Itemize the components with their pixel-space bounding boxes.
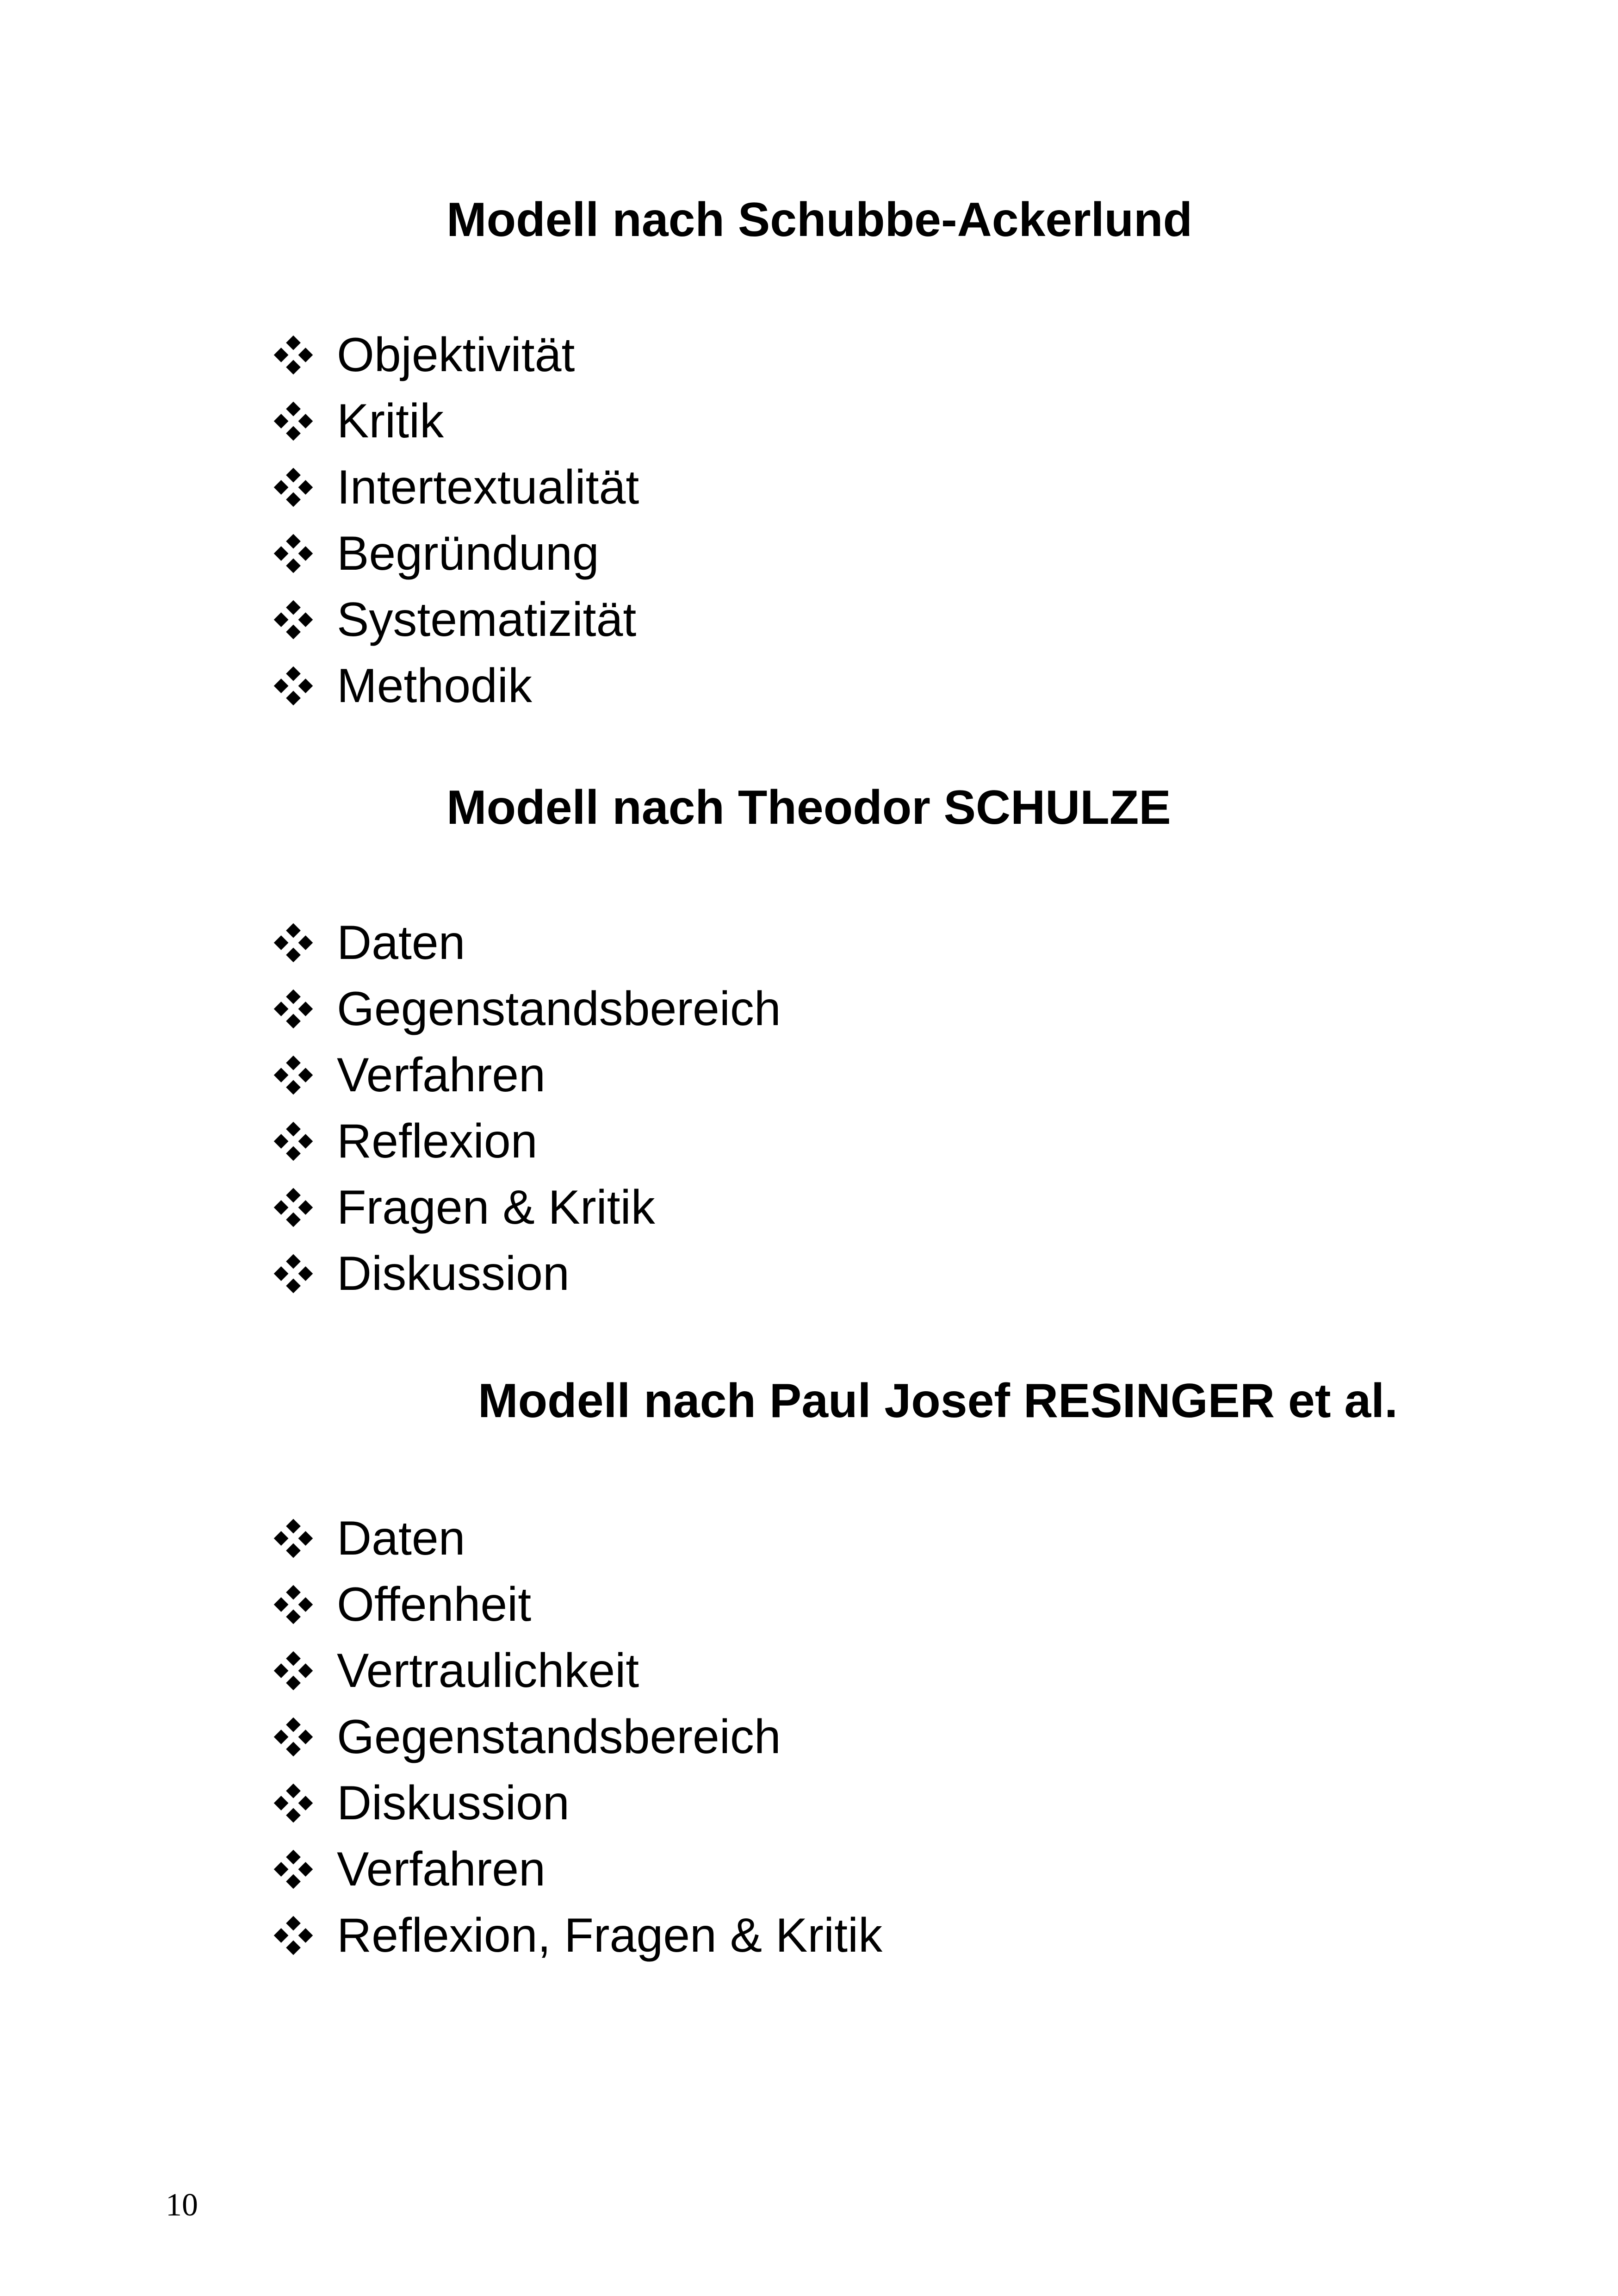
four-diamond-icon: [273, 467, 314, 508]
four-diamond-icon: [273, 1055, 314, 1095]
list-item: [273, 454, 639, 520]
list-item-text: Daten: [337, 1511, 465, 1565]
four-diamond-icon: [273, 666, 314, 706]
list-item-text: Methodik: [337, 659, 532, 713]
list-item: [273, 1770, 882, 1836]
list-item-text: Verfahren: [337, 1048, 546, 1102]
list-item: [273, 1836, 882, 1902]
list-item-text: Diskussion: [337, 1246, 570, 1300]
four-diamond-icon: [273, 1121, 314, 1162]
list-item-text: Verfahren: [337, 1842, 546, 1896]
list-item-text: Vertraulichkeit: [337, 1643, 639, 1698]
four-diamond-icon: [273, 335, 314, 375]
four-diamond-icon: [273, 1584, 314, 1625]
list-item-text: Fragen & Kritik: [337, 1180, 655, 1234]
list-item-text: Offenheit: [337, 1577, 532, 1631]
list-item: [273, 1505, 882, 1571]
list-item: [273, 1571, 882, 1637]
page-number: 10: [166, 2187, 198, 2223]
list-item-text: Reflexion: [337, 1114, 538, 1168]
list-item: [273, 653, 639, 719]
list-item: [273, 1042, 781, 1108]
bullet-list-resinger: [273, 1505, 882, 1968]
four-diamond-icon: [273, 401, 314, 442]
four-diamond-icon: [273, 1518, 314, 1559]
list-item-text: Reflexion, Fragen & Kritik: [337, 1908, 883, 1962]
list-item: [273, 520, 639, 586]
four-diamond-icon: [273, 533, 314, 574]
list-item: [273, 1902, 882, 1968]
four-diamond-icon: [273, 989, 314, 1029]
four-diamond-icon: [273, 1650, 314, 1691]
bullet-list-schubbe-ackerlund: [273, 322, 639, 719]
list-item: [273, 1637, 882, 1704]
list-item: [273, 586, 639, 653]
list-item: [273, 1240, 781, 1307]
four-diamond-icon: [273, 1915, 314, 1956]
four-diamond-icon: [273, 922, 314, 963]
four-diamond-icon: [273, 1187, 314, 1228]
bullet-list-schulze: [273, 909, 781, 1307]
list-item-text: Kritik: [337, 394, 444, 448]
four-diamond-icon: [273, 1717, 314, 1757]
section-heading-schulze: Modell nach Theodor SCHULZE: [446, 781, 1171, 834]
list-item: [273, 388, 639, 454]
list-item-text: Gegenstandsbereich: [337, 982, 781, 1036]
list-item-text: Systematizität: [337, 592, 637, 647]
list-item-text: Objektivität: [337, 328, 575, 382]
four-diamond-icon: [273, 1783, 314, 1823]
four-diamond-icon: [273, 1253, 314, 1294]
list-item-text: Daten: [337, 915, 465, 970]
list-item: [273, 1704, 882, 1770]
list-item-text: Gegenstandsbereich: [337, 1710, 781, 1764]
list-item-text: Intertextualität: [337, 460, 639, 514]
list-item: [273, 1174, 781, 1240]
list-item: [273, 322, 639, 388]
list-item-text: Diskussion: [337, 1776, 570, 1830]
list-item: [273, 909, 781, 976]
four-diamond-icon: [273, 599, 314, 640]
list-item: [273, 976, 781, 1042]
section-heading-schubbe-ackerlund: Modell nach Schubbe-Ackerlund: [446, 193, 1193, 247]
list-item: [273, 1108, 781, 1174]
four-diamond-icon: [273, 1849, 314, 1890]
list-item-text: Begründung: [337, 526, 599, 580]
section-heading-resinger: Modell nach Paul Josef RESINGER et al.: [478, 1374, 1398, 1428]
